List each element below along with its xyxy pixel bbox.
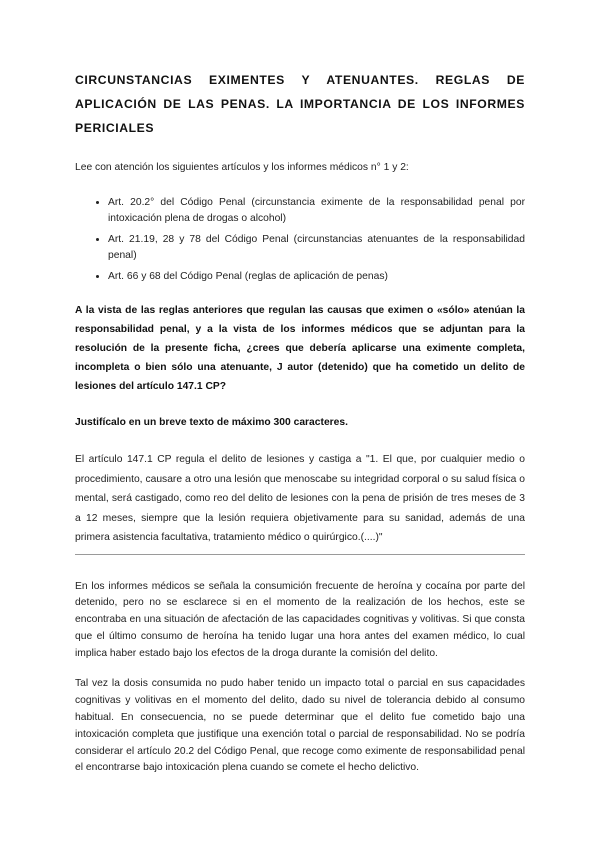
horizontal-divider [75, 554, 525, 555]
article-list [75, 194, 525, 286]
answer-paragraph-conclusion: Tal vez la dosis consumida no pudo haber tenido un impacto total o parcial en sus capacidades cognitivas y volitivas en el momento del delito, dado su nivel de tolerancia debido al consumo habitual. En consecuencia, no se puede determinar que el delito fue cometido bajo una intoxicación completa que justifique una exención total o parcial de responsabilidad. No se podría considerar el artículo 20.2 del Código Penal, que recoge como eximente de responsabilidad penal el encontrarse bajo intoxicación plena cuando se comete el hecho delictivo. [75, 678, 525, 774]
answer-paragraph-medical-reports: En los informes médicos se señala la consumición frecuente de heroína y cocaína por parte del detenido, pero no se esclarece si en el momento de la realización de los hechos, este se encontraba en una situación de afectación de las capacidades cognitivas y volitivas. Si que consta que el último consumo de heroína ha tenido lugar una hora antes del examen médico, lo cual implica haber estado bajo los efectos de la droga durante la comisión del delito. [75, 580, 525, 659]
question-text: A la vista de las reglas anteriores que regulan las causas que eximen o «sólo» atenúan la responsabilidad penal, y a la vista de los informes médicos que se adjuntan para la resolución de la presente ficha, ¿crees que debería aplicarse una eximente completa, incompleta o bien sólo una atenuante, J autor (detenido) que ha cometido un delito de lesiones del artículo 147.1 CP? [75, 305, 525, 392]
intro-text: Lee con atención los siguientes artículos y los informes médicos n° 1 y 2: [75, 162, 409, 173]
article-list-item: • Art. 20.2° del Código Penal (circunstancia eximente de la responsabilidad penal por intoxicación plena de drogas o alcohol) [108, 194, 525, 228]
instruction-text: Justifícalo en un breve texto de máximo 300 caracteres. [75, 417, 348, 428]
article-list-item: • Art. 66 y 68 del Código Penal (reglas de aplicación de penas) [108, 268, 525, 286]
document-title: CIRCUNSTANCIAS EXIMENTES Y ATENUANTES. REGLAS DE APLICACIÓN DE LAS PENAS. LA IMPORTANCIA DE LOS INFORMES PERICIALES [75, 73, 525, 135]
article-list-item: • Art. 21.19, 28 y 78 del Código Penal (circunstancias atenuantes de la responsabilidad penal) [108, 231, 525, 265]
answer-paragraph-legal-text: El artículo 147.1 CP regula el delito de lesiones y castiga a "1. El que, por cualquier medio o procedimiento, causare a otro una lesión que menoscabe su integridad corporal o su salud física o mental, será castigado, como reo del delito de lesiones con la pena de prisión de tres meses de 3 a 12 meses, siempre que la lesión requiera objetivamente para su sanidad, además de una primera asistencia facultativa, tratamiento médico o quirúrgico.(....)" [75, 454, 525, 543]
